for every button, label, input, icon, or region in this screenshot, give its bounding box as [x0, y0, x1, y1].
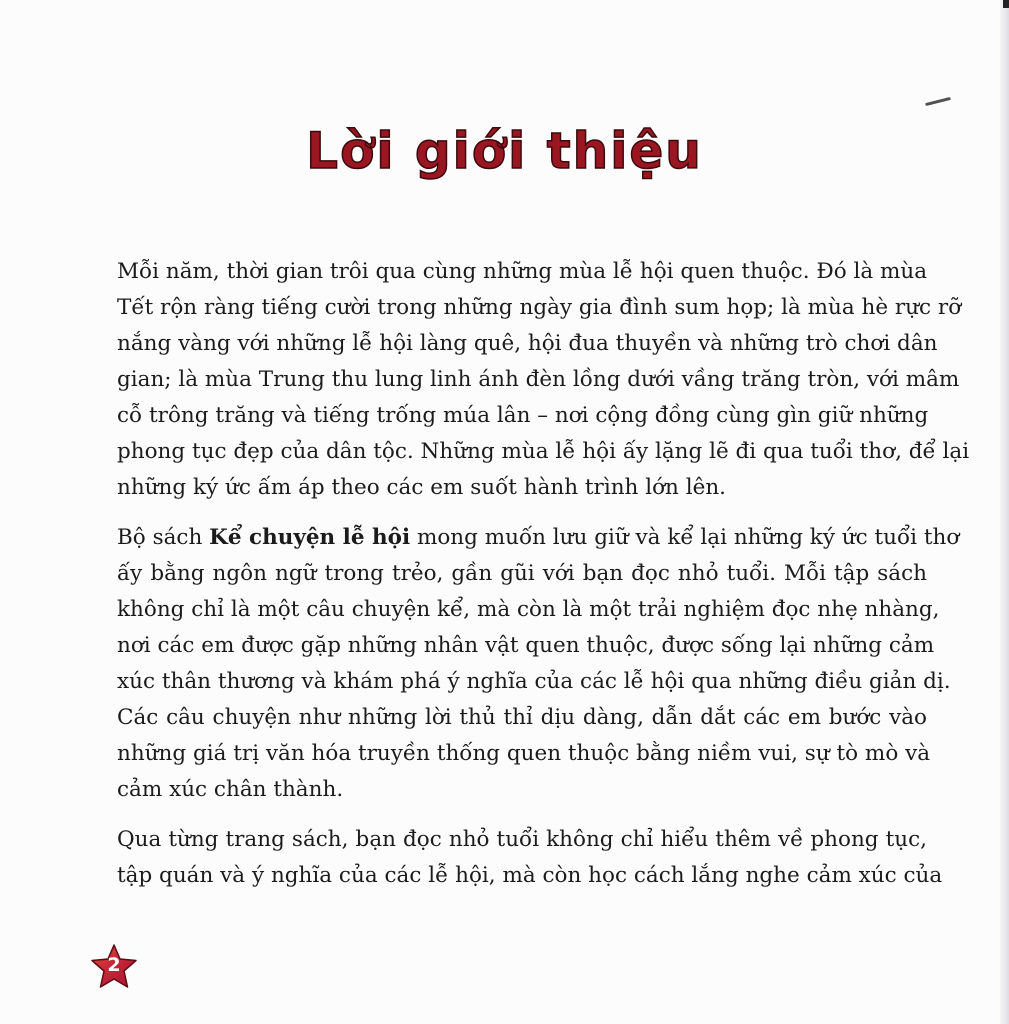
paragraph-line: nắng vàng với những lễ hội làng quê, hội đua thuyền và những trò chơi dân	[117, 331, 938, 356]
paragraph-line: Tết rộn ràng tiếng cười trong những ngày gia đình sum họp; là mùa hè rực rỡ	[117, 295, 962, 320]
book-series-name: Kể chuyện lễ hội	[209, 525, 411, 550]
paragraph-1	[117, 254, 970, 506]
paragraph-line: không chỉ là một câu chuyện kể, mà còn là một trải nghiệm đọc nhẹ nhàng,	[117, 597, 940, 622]
paragraph-line: Mỗi năm, thời gian trôi qua cùng những mùa lễ hội quen thuộc. Đó là mùa	[117, 259, 928, 284]
text-suffix: mong muốn lưu giữ và kể lại những ký ức tuổi thơ	[410, 525, 960, 550]
paragraph-first-line	[117, 520, 960, 556]
paragraph-line: xúc thân thương và khám phá ý nghĩa của các lễ hội qua những điều giản dị.	[117, 669, 951, 694]
page-number-badge	[88, 942, 140, 992]
page-number: 2	[107, 954, 121, 976]
paragraph-2	[117, 520, 960, 808]
paragraph-line: gian; là mùa Trung thu lung linh ánh đèn lồng dưới vầng trăng tròn, với mâm	[117, 367, 960, 392]
paragraph-line: nơi các em được gặp những nhân vật quen thuộc, được sống lại những cảm	[117, 633, 935, 658]
paragraph-3	[117, 822, 943, 894]
paragraph-line: tập quán và ý nghĩa của các lễ hội, mà còn học cách lắng nghe cảm xúc của	[117, 863, 943, 888]
paragraph-line: cỗ trông trăng và tiếng trống múa lân – nơi cộng đồng cùng gìn giữ những	[117, 403, 929, 428]
paragraph-line: ấy bằng ngôn ngữ trong trẻo, gần gũi với bạn đọc nhỏ tuổi. Mỗi tập sách	[117, 561, 927, 586]
scan-scratch-mark	[925, 97, 951, 106]
page-title: Lời giới thiệu	[306, 122, 703, 180]
paragraph-line: những ký ức ấm áp theo các em suốt hành trình lớn lên.	[117, 475, 727, 500]
paragraph-line: những giá trị văn hóa truyền thống quen thuộc bằng niềm vui, sự tò mò và	[117, 741, 931, 766]
paragraph-line: Các câu chuyện như những lời thủ thỉ dịu dàng, dẫn dắt các em bước vào	[117, 705, 927, 730]
paragraph-line: cảm xúc chân thành.	[117, 777, 344, 802]
text-prefix: Bộ sách	[117, 525, 210, 550]
scan-corner-mark	[1003, 0, 1009, 8]
paragraph-line: phong tục đẹp của dân tộc. Những mùa lễ hội ấy lặng lẽ đi qua tuổi thơ, để lại	[117, 439, 970, 464]
paragraph-line: Qua từng trang sách, bạn đọc nhỏ tuổi không chỉ hiểu thêm về phong tục,	[117, 827, 927, 852]
